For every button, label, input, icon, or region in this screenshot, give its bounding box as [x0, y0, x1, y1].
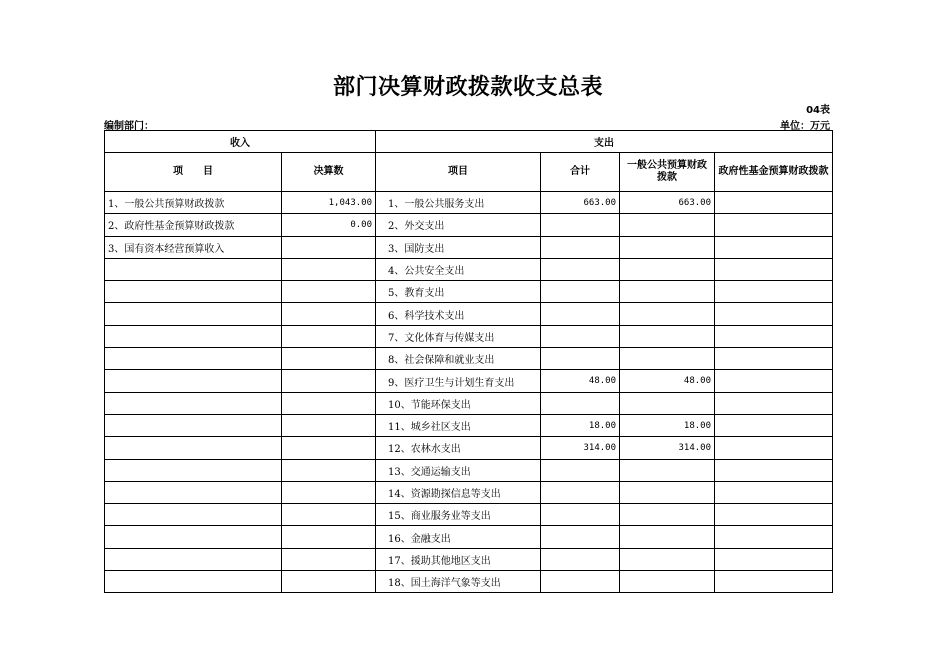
- income-amount-cell: [282, 370, 376, 392]
- fund-budget-cell: [715, 348, 833, 370]
- income-amount-cell: [282, 437, 376, 459]
- income-amount-cell: 1,043.00: [282, 192, 376, 214]
- expense-item-cell: 9、医疗卫生与计划生育支出: [376, 370, 541, 392]
- income-amount-cell: [282, 504, 376, 526]
- budget-summary-table: [104, 130, 833, 593]
- fund-budget-cell: [715, 437, 833, 459]
- general-budget-cell: [620, 281, 715, 303]
- expense-item-cell: 10、节能环保支出: [376, 392, 541, 414]
- expense-item-cell: 5、教育支出: [376, 281, 541, 303]
- income-item-cell: [105, 392, 282, 414]
- total-cell: [541, 481, 620, 503]
- table-row: [105, 548, 833, 570]
- general-budget-cell: [620, 348, 715, 370]
- total-cell: [541, 258, 620, 280]
- total-header: 合计: [541, 153, 620, 192]
- header-row-1: [105, 131, 833, 153]
- income-amount-cell: [282, 526, 376, 548]
- table-row: [105, 459, 833, 481]
- expense-item-cell: 15、商业服务业等支出: [376, 504, 541, 526]
- income-item-cell: 3、国有资本经营预算收入: [105, 236, 282, 258]
- total-cell: [541, 571, 620, 593]
- income-item-cell: [105, 325, 282, 347]
- total-cell: [541, 281, 620, 303]
- final-amount-header: 决算数: [282, 153, 376, 192]
- table-row: [105, 526, 833, 548]
- expense-item-cell: 16、金融支出: [376, 526, 541, 548]
- general-budget-cell: [620, 459, 715, 481]
- income-item-cell: [105, 281, 282, 303]
- fund-budget-cell: [715, 192, 833, 214]
- expense-item-cell: 12、农林水支出: [376, 437, 541, 459]
- income-amount-cell: [282, 348, 376, 370]
- table-row: [105, 214, 833, 236]
- fund-budget-cell: [715, 303, 833, 325]
- fund-budget-cell: [715, 370, 833, 392]
- income-amount-cell: [282, 481, 376, 503]
- page-title: 部门决算财政拨款收支总表: [332, 75, 603, 100]
- income-amount-cell: [282, 258, 376, 280]
- total-cell: [541, 303, 620, 325]
- general-budget-cell: [620, 504, 715, 526]
- general-budget-cell: 48.00: [620, 370, 715, 392]
- general-budget-cell: [620, 526, 715, 548]
- income-item-cell: [105, 459, 282, 481]
- income-amount-cell: [282, 325, 376, 347]
- income-item-cell: [105, 504, 282, 526]
- fund-budget-cell: [715, 214, 833, 236]
- total-cell: 663.00: [541, 192, 620, 214]
- income-amount-cell: [282, 459, 376, 481]
- expense-item-header: 项目: [376, 153, 541, 192]
- fund-budget-cell: [715, 504, 833, 526]
- income-item-cell: 1、一般公共预算财政拨款: [105, 192, 282, 214]
- income-item-cell: [105, 414, 282, 436]
- income-amount-cell: [282, 281, 376, 303]
- general-budget-cell: [620, 303, 715, 325]
- table-row: [105, 258, 833, 280]
- fund-budget-header: 政府性基金预算财政拨款: [715, 153, 833, 192]
- total-cell: 18.00: [541, 414, 620, 436]
- general-budget-cell: [620, 548, 715, 570]
- general-budget-cell: [620, 258, 715, 280]
- general-budget-cell: 18.00: [620, 414, 715, 436]
- table-row: [105, 414, 833, 436]
- table-row: [105, 192, 833, 214]
- fund-budget-cell: [715, 236, 833, 258]
- fund-budget-cell: [715, 548, 833, 570]
- income-item-cell: [105, 348, 282, 370]
- expense-item-cell: 3、国防支出: [376, 236, 541, 258]
- total-cell: [541, 526, 620, 548]
- expense-item-cell: 14、资源勘探信息等支出: [376, 481, 541, 503]
- expense-item-cell: 11、城乡社区支出: [376, 414, 541, 436]
- expense-item-cell: 13、交通运输支出: [376, 459, 541, 481]
- table-row: [105, 481, 833, 503]
- income-amount-cell: [282, 571, 376, 593]
- table-row: [105, 303, 833, 325]
- total-cell: [541, 214, 620, 236]
- general-budget-cell: [620, 571, 715, 593]
- income-item-cell: 2、政府性基金预算财政拨款: [105, 214, 282, 236]
- general-budget-cell: [620, 481, 715, 503]
- income-amount-cell: [282, 303, 376, 325]
- fund-budget-cell: [715, 281, 833, 303]
- income-amount-cell: [282, 392, 376, 414]
- income-item-cell: [105, 437, 282, 459]
- expense-header: 支出: [376, 131, 833, 153]
- total-cell: [541, 548, 620, 570]
- general-budget-header: 一般公共预算财政拨款: [620, 153, 715, 192]
- total-cell: 48.00: [541, 370, 620, 392]
- header-row-2: [105, 153, 833, 192]
- table-row: [105, 370, 833, 392]
- expense-item-cell: 1、一般公共服务支出: [376, 192, 541, 214]
- total-cell: [541, 348, 620, 370]
- general-budget-cell: 663.00: [620, 192, 715, 214]
- fund-budget-cell: [715, 459, 833, 481]
- general-budget-cell: [620, 325, 715, 347]
- total-cell: [541, 236, 620, 258]
- total-cell: [541, 392, 620, 414]
- table-row: [105, 392, 833, 414]
- total-cell: 314.00: [541, 437, 620, 459]
- income-header: 收入: [105, 131, 376, 153]
- fund-budget-cell: [715, 526, 833, 548]
- expense-item-cell: 6、科学技术支出: [376, 303, 541, 325]
- total-cell: [541, 504, 620, 526]
- general-budget-cell: [620, 236, 715, 258]
- income-amount-cell: [282, 414, 376, 436]
- general-budget-cell: [620, 214, 715, 236]
- income-amount-cell: [282, 548, 376, 570]
- income-item-cell: [105, 303, 282, 325]
- expense-item-cell: 2、外交支出: [376, 214, 541, 236]
- table-row: [105, 236, 833, 258]
- income-amount-cell: 0.00: [282, 214, 376, 236]
- table-row: [105, 437, 833, 459]
- fund-budget-cell: [715, 571, 833, 593]
- table-number: 04表: [806, 105, 830, 116]
- income-item-cell: [105, 370, 282, 392]
- income-item-cell: [105, 481, 282, 503]
- unit-label: 单位：万元: [780, 121, 830, 132]
- table-row: [105, 504, 833, 526]
- fund-budget-cell: [715, 325, 833, 347]
- fund-budget-cell: [715, 414, 833, 436]
- income-item-cell: [105, 526, 282, 548]
- total-cell: [541, 325, 620, 347]
- compiling-department-label: 编制部门：: [104, 121, 154, 132]
- general-budget-cell: [620, 392, 715, 414]
- fund-budget-cell: [715, 481, 833, 503]
- general-budget-cell: 314.00: [620, 437, 715, 459]
- table-row: [105, 281, 833, 303]
- income-item-cell: [105, 571, 282, 593]
- income-amount-cell: [282, 236, 376, 258]
- expense-item-cell: 7、文化体育与传媒支出: [376, 325, 541, 347]
- income-item-cell: [105, 258, 282, 280]
- expense-item-cell: 8、社会保障和就业支出: [376, 348, 541, 370]
- fund-budget-cell: [715, 392, 833, 414]
- fund-budget-cell: [715, 258, 833, 280]
- table-row: [105, 348, 833, 370]
- expense-item-cell: 18、国土海洋气象等支出: [376, 571, 541, 593]
- table-row: [105, 571, 833, 593]
- income-item-cell: [105, 548, 282, 570]
- expense-item-cell: 4、公共安全支出: [376, 258, 541, 280]
- table-row: [105, 325, 833, 347]
- income-item-header: 项 目: [105, 153, 282, 192]
- total-cell: [541, 459, 620, 481]
- expense-item-cell: 17、援助其他地区支出: [376, 548, 541, 570]
